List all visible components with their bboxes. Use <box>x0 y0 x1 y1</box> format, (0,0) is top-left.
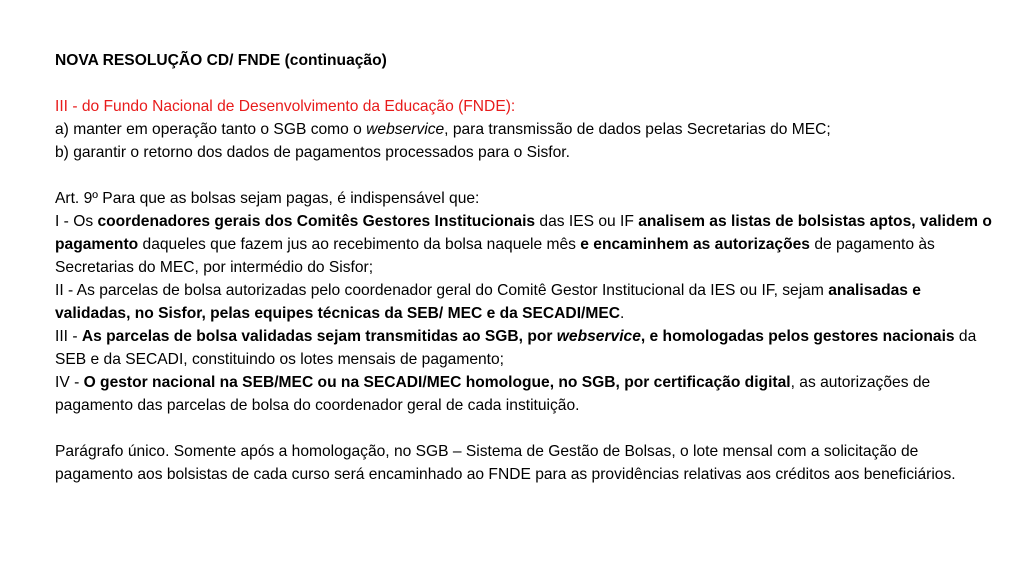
section-iii-item-b: b) garantir o retorno dos dados de pagamentos processados para o Sisfor. <box>55 144 570 161</box>
spacer <box>55 164 995 187</box>
section-iii-item-a: a) manter em operação tanto o SGB como o webservice, para transmissão de dados pelas Secretarias do MEC; <box>55 121 831 138</box>
slide-title: NOVA RESOLUÇÃO CD/ FNDE (continuação) <box>55 52 387 69</box>
slide-text-body <box>55 49 995 486</box>
section-iii-heading: III - do Fundo Nacional de Desenvolvimento da Educação (FNDE): <box>55 98 516 115</box>
art9-intro: Art. 9º Para que as bolsas sejam pagas, é indispensável que: <box>55 190 480 207</box>
art9-item-iv: IV - O gestor nacional na SEB/MEC ou na SECADI/MEC homologue, no SGB, por certificação digital, as autorizações de pagamento das parcelas de bolsa do coordenador geral de cada instituição. <box>55 374 931 414</box>
art9-item-iii: III - As parcelas de bolsa validadas sejam transmitidas ao SGB, por webservice, e homologadas pelos gestores nacionais da SEB e da SECADI, constituindo os lotes mensais de pagamento; <box>55 328 977 368</box>
spacer <box>55 417 995 440</box>
paragrafo-unico: Parágrafo único. Somente após a homologação, no SGB – Sistema de Gestão de Bolsas, o lote mensal com a solicitação de pagamento aos bolsistas de cada curso será encaminhado ao FNDE para as providências relativas aos créditos aos beneficiários. <box>55 443 956 483</box>
art9-item-ii: II - As parcelas de bolsa autorizadas pelo coordenador geral do Comitê Gestor Institucional da IES ou IF, sejam analisadas e validadas, no Sisfor, pelas equipes técnicas da SEB/ MEC e da SECADI/MEC. <box>55 282 921 322</box>
art9-item-i: I - Os coordenadores gerais dos Comitês Gestores Institucionais das IES ou IF analisem as listas de bolsistas aptos, validem o pagamento daqueles que fazem jus ao recebimento da bolsa naquele mês e encaminhem as autorizações de pagamento às Secretarias do MEC, por intermédio do Sisfor; <box>55 213 992 276</box>
spacer <box>55 72 995 95</box>
